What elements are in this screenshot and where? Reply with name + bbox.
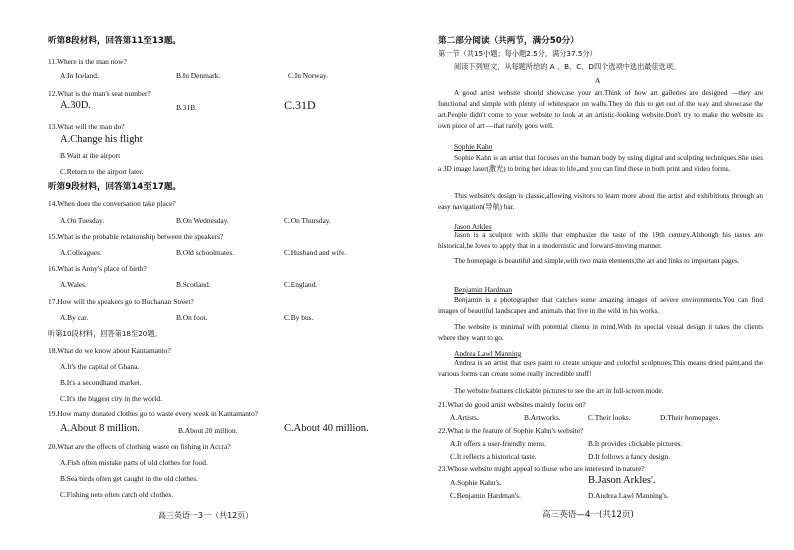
question-18: 18.What do we know about Kantamanto? [48,346,171,355]
q23-option-b: B.Jason Arkles'. [588,475,656,486]
q20-option-a: A.Fish often mistake parts of old clothes for food. [60,458,208,467]
question-16: 16.What is Anny's place of birth? [48,264,147,273]
q19-option-c: C.About 40 million. [284,423,369,434]
q12-option-c: C.31D [284,98,316,112]
q21-option-c: C.Their looks. [588,413,631,422]
question-20: 20.What are the effects of clothing waste on fishing in Accra? [48,442,231,451]
q17-option-b: B.On foot. [176,313,208,322]
q23-option-a: A.Sophie Kahn's. [450,478,502,487]
q14-option-c: C.On Thursday. [284,216,331,225]
sophie-kahn-paragraph-2: This website's design is classic,allowing visitors to learn more about the artist and exhibitions through an easy navigation(导航) bar. [438,192,763,212]
q21-option-a: A.Artists. [450,413,479,422]
artist-name-jason-arkles: Jason Arkles [454,222,492,231]
part-2-title: 第二部分阅读（共两节，满分50分） [438,36,579,46]
section-9-heading: 听第9段材料，回答第14至17题。 [48,182,182,192]
q17-option-a: A.By car. [60,313,89,322]
right-page-footer: 高三英语—4一(共12页) [542,510,634,520]
instructions: 阅读下列短文，从每题所给的 A 、B、C、D四个选项中选出最佳选项。 [454,62,681,71]
sophie-kahn-paragraph-1: Sophie Kahn is an artist that focuses on the human body by using digital and sculpting techniques.She uses a 3D image laser(激光) to bring her ideas to life,and you can find these in both print and video forms. [438,154,763,174]
q11-option-a: A.In Iceland. [60,71,99,80]
q20-option-b: B.Sea birds often get caught in the old clothes. [60,474,198,483]
question-11: 11.Where is the man now? [48,57,127,66]
artist-name-andrea-lawl-manning: Andrea Lawl Manning [454,349,522,358]
andrea-manning-paragraph-2: The website features clickable pictures to see the art in full-screen mode. [454,387,664,395]
section-8-heading: 听第8段材料，回答第11至13题。 [48,36,182,46]
q22-option-d: D.It follows a fancy design. [588,452,671,461]
question-17: 17.How will the speakers go to Buchanan Street? [48,297,194,306]
q18-option-a: A.It's the capital of Ghana. [60,362,140,371]
question-14: 14.When does the conversation take place? [48,199,176,208]
q18-option-b: B.It's a secondhand market. [60,378,142,387]
q16-option-a: A.Wales. [60,280,87,289]
q17-option-c: C.By bus. [284,313,314,322]
q13-option-a: A.Change his flight [60,134,143,145]
q13-option-b: B.Wait at the airport [60,151,121,160]
left-page-footer: 高三英语一3一（共12页） [158,511,254,520]
section-10-heading: 听第10段材料，回答第18至20题。 [48,329,162,338]
question-19: 19.How many donated clothes go to waste every week in Kantamanto? [48,409,258,418]
andrea-manning-paragraph-1: Andrea is an artist that uses paint to create unique and colorful sculptures.This means dried paint,and the various forms can create some really incredible stuff! [438,359,763,379]
q23-option-c: C.Benjamin Hardman's. [450,491,521,500]
question-21: 21.What do good artist websites mainly focus on? [438,400,586,409]
question-15: 15.What is the probable relationship between the speakers? [48,232,224,241]
benjamin-hardman-paragraph-1: Benjamin is a photographer that catches some amazing images of severe environments.You can find images of beautiful landscapes and animals that live in the wild in his works. [438,296,763,316]
q22-option-c: C.It reflects a historical taste. [450,452,537,461]
jason-arkles-paragraph-1: Jason is a sculptor with skills that emphasize the taste of the 19th century.Although his tastes are historical,he loves to apply that in a modernistic and forward-moving manner. [438,231,763,251]
q13-option-c: C.Return to the airport later. [60,167,144,176]
q12-option-b: B.31B. [176,103,197,112]
q21-option-d: D.Their homepages. [660,413,721,422]
q23-option-d: D.Andrea Lawl Manning's. [588,491,669,500]
q18-option-c: C.It's the biggest city in the world. [60,394,162,403]
q21-option-b: B.Artworks. [524,413,561,422]
q16-option-b: B.Scotland. [176,280,211,289]
q12-option-a: A.30D. [60,100,91,111]
q11-option-b: B.In Denmark. [176,71,221,80]
question-12: 12.What is the man's seat number? [48,89,151,98]
benjamin-hardman-paragraph-2: The website is minimal with potential clients in mind.With its special visual design it takes the clients where they want to go. [438,323,763,343]
artist-name-benjamin-hardman: Benjamin Hardman [454,285,513,294]
question-22: 22.What is the feature of Sophie Kahn's website? [438,426,584,435]
q14-option-a: A.On Tuesday. [60,216,105,225]
question-13: 13.What will the man do? [48,122,125,131]
q15-option-a: A.Colleagues. [60,248,102,257]
passage-letter: A [595,76,601,85]
question-23: 23.Whose website might appeal to those who are interested in nature? [438,464,645,473]
q15-option-b: B.Old schoolmates. [176,248,235,257]
q14-option-b: B.On Wednesday. [176,216,229,225]
passage-intro: A good artist website should showcase your art.Think of how art galleries are designed —they are functional and simple with plenty of whitespace on walls.They do this to get out of the way and showcase the art.People didn't come to your website to look at an artistic-looking website.Don't try to make the website its own piece of art —that rarely goes well. [438,89,763,131]
section-1-heading: 第一节（共15小题；每小题2.5分，满分37.5分） [438,49,597,58]
q16-option-c: C.England. [284,280,318,289]
artist-name-sophie-kahn: Sophie Kahn [454,142,493,151]
q22-option-b: B.It provides clickable pictures. [588,439,683,448]
q22-option-a: A.It offers a user-friendly menu. [450,439,546,448]
q19-option-a: A.About 8 million. [60,423,140,434]
jason-arkles-paragraph-2: The homepage is beautiful and simple,with two main elements;the art and links to important pages. [454,257,740,265]
q11-option-c: C.In Norway. [288,71,328,80]
q15-option-c: C.Husband and wife. [284,248,347,257]
q19-option-b: B.About 20 million. [178,426,238,435]
q20-option-c: C.Fishing nets often catch old clothes. [60,490,174,499]
